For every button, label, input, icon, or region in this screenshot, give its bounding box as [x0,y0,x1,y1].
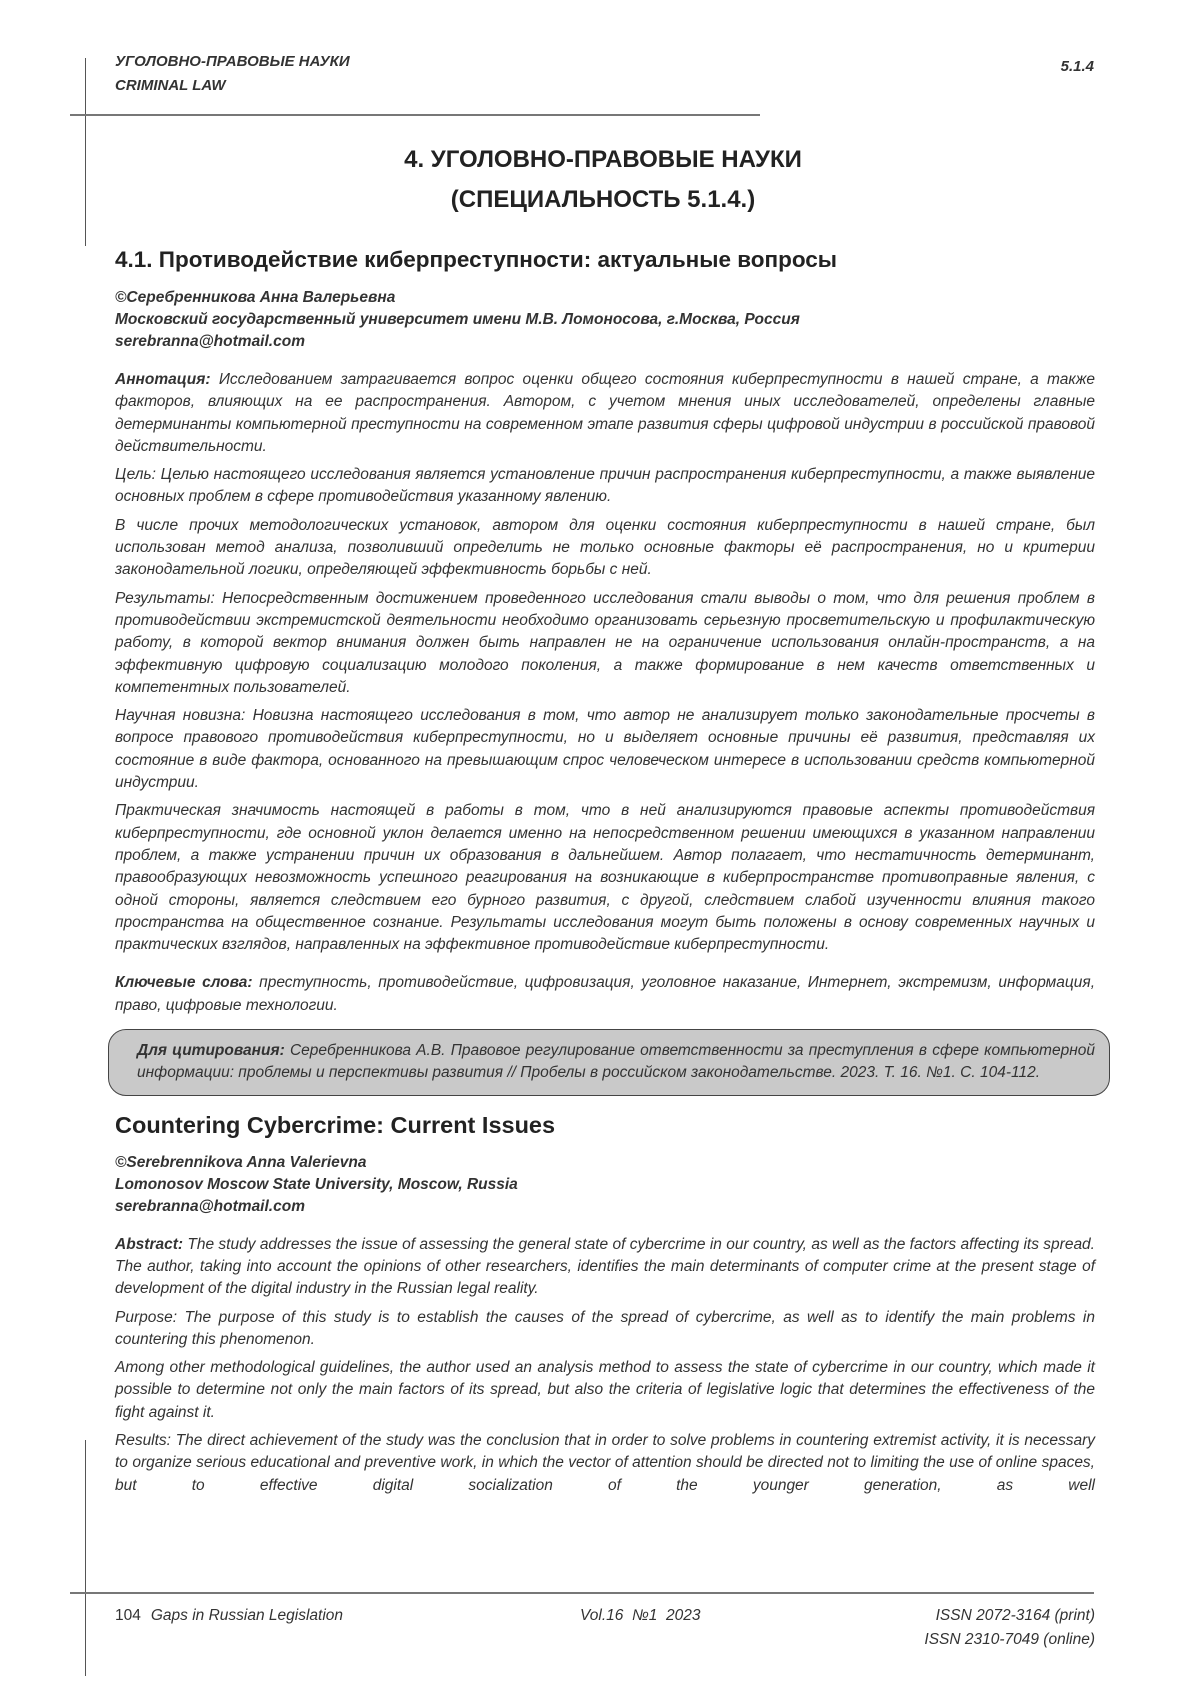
annotation-paragraph [115,369,1095,458]
journal-name: Gaps in Russian Legislation [151,1607,343,1624]
abstract-paragraph: Практическая значимость настоящей в работы в том, что в ней анализируются правовые аспекты проти­водействия киберпреступности, где основной уклон делается именно на непосредственном решении имею­щихся в указанном направлении проблем, а также устранении причин их образования в дальнейшем. Автор полагает, что нестатичность детерминант, правообразующих невозможность успешного реагирования на возникающие в киберпространстве противоправные явления, с одной стороны, является следствием его бурного развития, с другой, следствием слабой изученности влияния такого пространства на общественное сознание. Результаты исследования могут быть положены в основу современных научных и практических взглядов, направленных на эффективное противодействие киберпреступности. [115,800,1095,956]
header-rule [70,114,760,116]
article-title-ru: 4.1. Противодействие киберпреступности: актуальные вопросы [115,245,1095,275]
article-body [115,245,1095,1503]
citation-box [108,1029,1110,1096]
abstract-text: The study addresses the issue of assessing the general state of cybercrime in our country, as well as the factors affecting its spread. The author, taking into account the opinions of other researchers, identifies the main determinants of computer crime at the present stage of development of the digital industry in the Russian legal reality. [115,1236,1095,1298]
abstract-paragraph: В числе прочих методологических установок, автором для оценки состояния киберпреступности в нашей стране, был использован метод анализа, позволивший определить не только основные факторы её распро­странения, но и критерии законодательной логики, определяющей эффективность борьбы с ней. [115,515,1095,582]
section-code: 5.1.4 [1061,58,1094,75]
issue-info: Vol.16 №1 2023 [580,1604,701,1628]
author-block-en [115,1152,1095,1218]
author-email[interactable]: serebranna@hotmail.com [115,331,1095,353]
margin-rule-bottom [85,1440,86,1676]
issn-print: ISSN 2072-3164 (print) [924,1604,1095,1628]
citation-text: Серебренникова А.В. Правовое регулирование ответственности за преступления в сфере компьютерной информации: проблемы и перспективы развития // Пробелы в российском законо­дательстве. 2023. Т. 16. №1. С. 104-112. [137,1042,1095,1081]
running-header-ru: УГОЛОВНО-ПРАВОВЫЕ НАУКИ [115,50,350,74]
section-title-line2: (СПЕЦИАЛЬНОСТЬ 5.1.4.) [6,180,1200,220]
author-name: ©Serebrennikova Anna Valerievna [115,1152,1095,1174]
annotation-label: Аннотация: [115,371,211,388]
section-title-line1: 4. УГОЛОВНО-ПРАВОВЫЕ НАУКИ [6,140,1200,180]
abstract-label: Abstract: [115,1236,183,1253]
author-affiliation: Московский государственный университет имени М.В. Ломоносова, г.Москва, Россия [115,309,1095,331]
keywords-label: Ключевые слова: [115,974,253,991]
annotation-text: Исследованием затрагивается вопрос оценки общего состояния киберпреступности в нашей стране, а также факторов, влияющих на ее распространения. Автором, с учетом мнения иных исследова­телей, определены главные детерминанты компьютерной преступности на современном этапе развития сферы цифровой индустрии в российской правовой действительности. [115,371,1095,455]
page-number: 104 [115,1607,141,1624]
section-title [0,140,1200,220]
author-email[interactable]: serebranna@hotmail.com [115,1196,1095,1218]
citation [137,1040,1095,1085]
abstract-paragraph: Among other methodological guidelines, the author used an analysis method to assess the state of cybercrime in our country, which made it possible to determine not only the main factors of its spread, but also the criteria of legislative logic that determines the effectiveness of the fight against it. [115,1357,1095,1424]
issn-block [924,1604,1095,1652]
keywords-text: преступность, противодействие, цифровизация, уголовное наказание, Интернет, экстре­мизм, информация, право, цифровые технологии. [115,974,1095,1013]
footer-left [115,1604,343,1628]
running-header-en: CRIMINAL LAW [115,74,350,98]
author-affiliation: Lomonosov Moscow State University, Moscow, Russia [115,1174,1095,1196]
annotation-ru [115,369,1095,956]
footer-rule [70,1592,1094,1594]
article-title-en: Countering Cybercrime: Current Issues [115,1110,1095,1140]
abstract-paragraph: Purpose: The purpose of this study is to establish the causes of the spread of cybercrime, as well as to identify the main problems in countering this phenomenon. [115,1307,1095,1352]
abstract-paragraph: Results: The direct achievement of the study was the conclusion that in order to solve problems in countering extremist activity, it is necessary to organize serious educational and preventive work, in which the vector of attention should be directed not to limiting the use of online spaces, but to effective digital socialization of the younger generation, as well [115,1430,1095,1497]
abstract-en [115,1234,1095,1497]
author-name: ©Серебренникова Анна Валерьевна [115,287,1095,309]
abstract-paragraph: Научная новизна: Новизна настоящего исследования в том, что автор не анализирует только законодатель­ные просчеты в вопросе правового противодействия киберпреступности, но и выделяет основные причины её развития, представляя их состояние в виде фактора, основанного на превышающим спрос человеческом интересе в использовании средств компьютерной индустрии. [115,705,1095,794]
abstract-paragraph [115,1234,1095,1301]
running-header [115,50,350,98]
abstract-paragraph: Цель: Целью настоящего исследования является установление причин распространения киберпреступности, а также выявление основных проблем в сфере противодействия указанному явлению. [115,464,1095,509]
citation-label: Для цитирования: [137,1042,285,1059]
keywords [115,972,1095,1017]
issn-online: ISSN 2310-7049 (online) [924,1628,1095,1652]
abstract-paragraph: Результаты: Непосредственным достижением проведенного исследования стали выводы о том, что для решения проблем в противодействии экстремистской деятельности необходимо организовать серьезную просветительскую и профилактическую работу, в которой вектор внимания должен быть направлен не на ограничение использования онлайн-пространств, а на эффективную цифровую социализацию молодого поко­ления, а также формирование в нем качеств ответственных и компетентных пользователей. [115,588,1095,699]
author-block-ru [115,287,1095,353]
